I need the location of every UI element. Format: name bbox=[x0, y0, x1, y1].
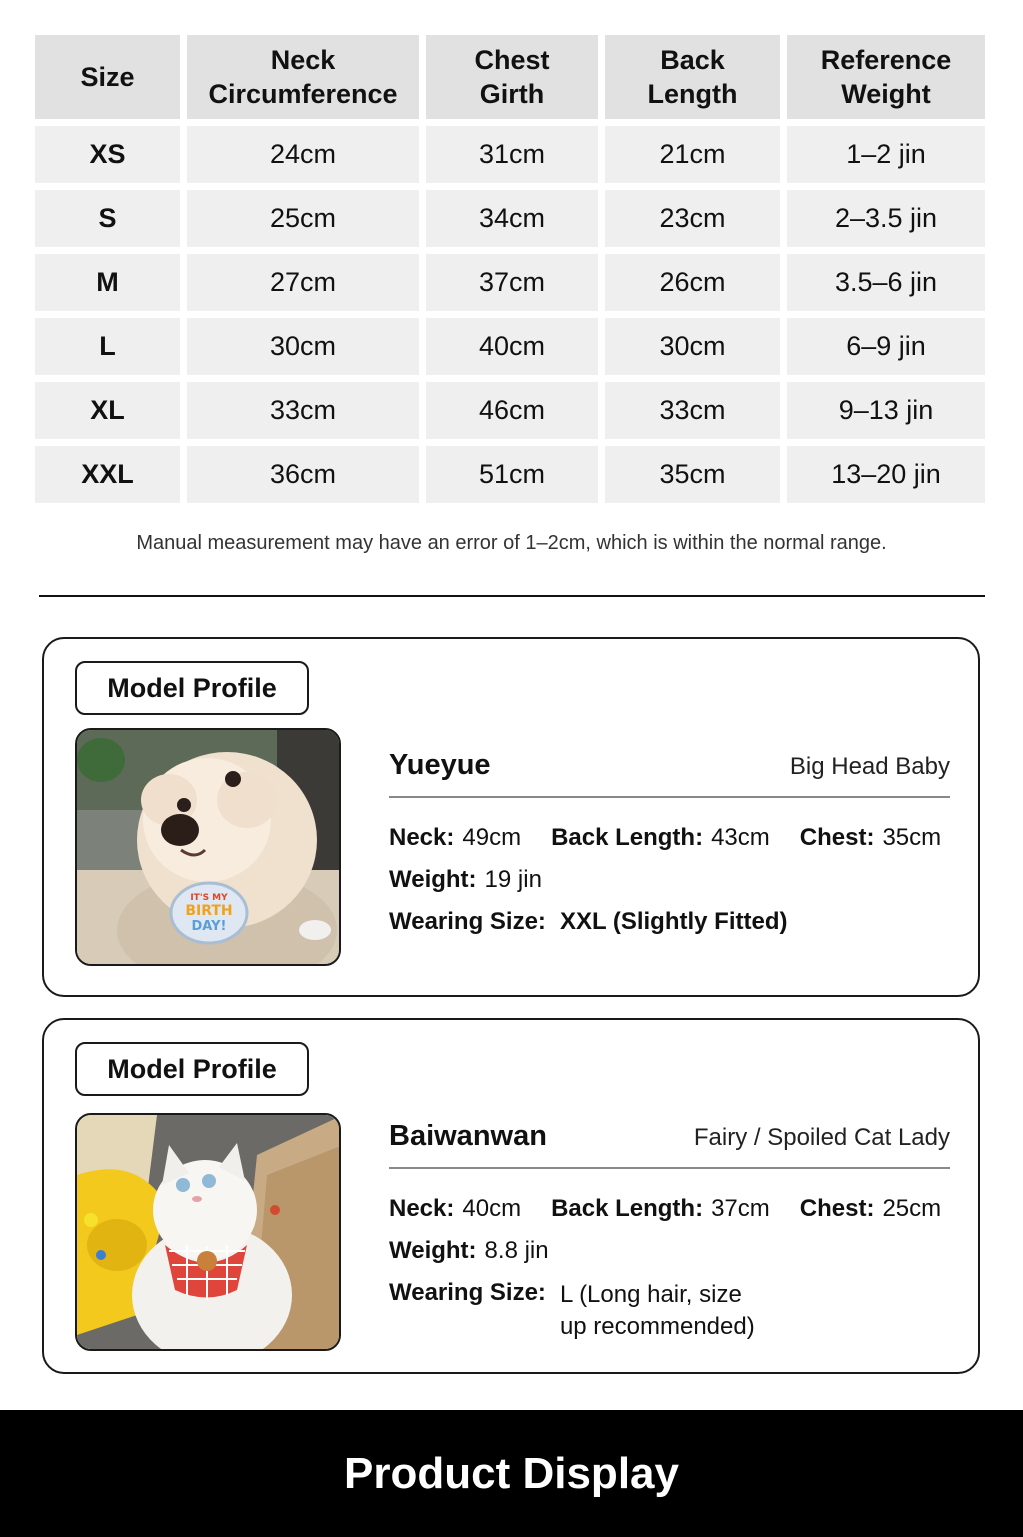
wearing-label: Wearing Size: bbox=[389, 908, 546, 935]
back-label: Back Length: bbox=[551, 1195, 704, 1222]
weight-cell: 6–9 jin bbox=[787, 318, 985, 375]
weight-cell: 13–20 jin bbox=[787, 446, 985, 503]
model-name: Baiwanwan bbox=[389, 1120, 547, 1152]
weight-line bbox=[389, 1237, 950, 1265]
neck-cell: 24cm bbox=[187, 126, 419, 183]
back-cell: 30cm bbox=[605, 318, 780, 375]
cat-photo bbox=[75, 1113, 341, 1351]
model-nickname: Big Head Baby bbox=[789, 753, 950, 780]
weight-cell: 2–3.5 jin bbox=[787, 190, 985, 247]
weight-line bbox=[389, 866, 950, 894]
wearing-value: XXL (Slightly Fitted) bbox=[559, 908, 788, 935]
header-size: Size bbox=[35, 35, 180, 119]
chest-measure bbox=[800, 824, 941, 852]
table-row bbox=[35, 382, 985, 439]
model-name: Yueyue bbox=[389, 749, 491, 781]
table-row bbox=[35, 318, 985, 375]
model-profile-card bbox=[42, 1018, 980, 1374]
measurements-row bbox=[389, 824, 950, 852]
weight-label: Weight: bbox=[389, 1237, 477, 1264]
size-table-header bbox=[35, 35, 985, 119]
table-row bbox=[35, 126, 985, 183]
back-cell: 21cm bbox=[605, 126, 780, 183]
chest-value: 25cm bbox=[882, 1195, 942, 1222]
name-line bbox=[389, 749, 950, 798]
bib-text-line3: DAY! bbox=[191, 919, 227, 934]
model-profile-tag: Model Profile bbox=[75, 1042, 309, 1096]
size-cell: S bbox=[35, 190, 180, 247]
wearing-value: L (Long hair, size up recommended) bbox=[559, 1281, 755, 1340]
table-row bbox=[35, 254, 985, 311]
dog-photo bbox=[75, 728, 341, 966]
chest-cell: 51cm bbox=[426, 446, 598, 503]
neck-cell: 25cm bbox=[187, 190, 419, 247]
dog-illustration bbox=[77, 730, 341, 966]
name-line bbox=[389, 1120, 950, 1169]
chest-cell: 46cm bbox=[426, 382, 598, 439]
size-cell: L bbox=[35, 318, 180, 375]
back-cell: 26cm bbox=[605, 254, 780, 311]
wearing-label: Wearing Size: bbox=[389, 1279, 546, 1306]
chest-value: 35cm bbox=[882, 824, 942, 851]
model-profile-tag: Model Profile bbox=[75, 661, 309, 715]
chest-cell: 40cm bbox=[426, 318, 598, 375]
size-table bbox=[35, 35, 985, 510]
back-measure bbox=[551, 1195, 770, 1223]
neck-measure bbox=[389, 1195, 521, 1223]
product-display-banner bbox=[0, 1410, 1023, 1537]
chest-label: Chest: bbox=[799, 1195, 875, 1222]
chest-cell: 31cm bbox=[426, 126, 598, 183]
section-divider bbox=[39, 595, 985, 597]
neck-value: 49cm bbox=[462, 824, 522, 851]
cat-illustration bbox=[77, 1115, 341, 1351]
back-cell: 33cm bbox=[605, 382, 780, 439]
size-cell: XXL bbox=[35, 446, 180, 503]
back-label: Back Length: bbox=[551, 824, 704, 851]
weight-value: 8.8 jin bbox=[484, 1237, 549, 1264]
measurements-row bbox=[389, 1195, 950, 1223]
back-value: 43cm bbox=[711, 824, 770, 851]
weight-label: Weight: bbox=[389, 866, 477, 893]
neck-cell: 36cm bbox=[187, 446, 419, 503]
neck-label: Neck: bbox=[389, 1195, 455, 1222]
weight-cell: 1–2 jin bbox=[787, 126, 985, 183]
bib-text-line2: BIRTH bbox=[185, 903, 233, 919]
model-profile-card bbox=[42, 637, 980, 997]
back-cell: 35cm bbox=[605, 446, 780, 503]
wearing-line bbox=[389, 908, 950, 936]
bib-text-line1: IT'S MY bbox=[190, 893, 228, 903]
size-cell: M bbox=[35, 254, 180, 311]
header-weight: Reference Weight bbox=[787, 35, 985, 119]
profile-info bbox=[389, 749, 950, 936]
neck-cell: 27cm bbox=[187, 254, 419, 311]
header-back: Back Length bbox=[605, 35, 780, 119]
chest-label: Chest: bbox=[799, 824, 875, 851]
back-cell: 23cm bbox=[605, 190, 780, 247]
neck-label: Neck: bbox=[389, 824, 455, 851]
weight-cell: 9–13 jin bbox=[787, 382, 985, 439]
neck-value: 40cm bbox=[462, 1195, 522, 1222]
table-row bbox=[35, 190, 985, 247]
header-chest: Chest Girth bbox=[426, 35, 598, 119]
product-display-title: Product Display bbox=[344, 1448, 679, 1498]
chest-measure bbox=[800, 1195, 941, 1223]
table-row bbox=[35, 446, 985, 503]
neck-cell: 33cm bbox=[187, 382, 419, 439]
back-measure bbox=[551, 824, 770, 852]
weight-value: 19 jin bbox=[484, 866, 542, 893]
chest-cell: 34cm bbox=[426, 190, 598, 247]
header-neck: Neck Circumference bbox=[187, 35, 419, 119]
size-cell: XL bbox=[35, 382, 180, 439]
chest-cell: 37cm bbox=[426, 254, 598, 311]
profile-info bbox=[389, 1120, 950, 1343]
wearing-line bbox=[389, 1279, 950, 1343]
weight-cell: 3.5–6 jin bbox=[787, 254, 985, 311]
measurement-note: Manual measurement may have an error of 1–2cm, which is within the normal range. bbox=[136, 532, 887, 554]
neck-measure bbox=[389, 824, 521, 852]
back-value: 37cm bbox=[711, 1195, 770, 1222]
model-nickname: Fairy / Spoiled Cat Lady bbox=[693, 1124, 950, 1151]
neck-cell: 30cm bbox=[187, 318, 419, 375]
size-cell: XS bbox=[35, 126, 180, 183]
